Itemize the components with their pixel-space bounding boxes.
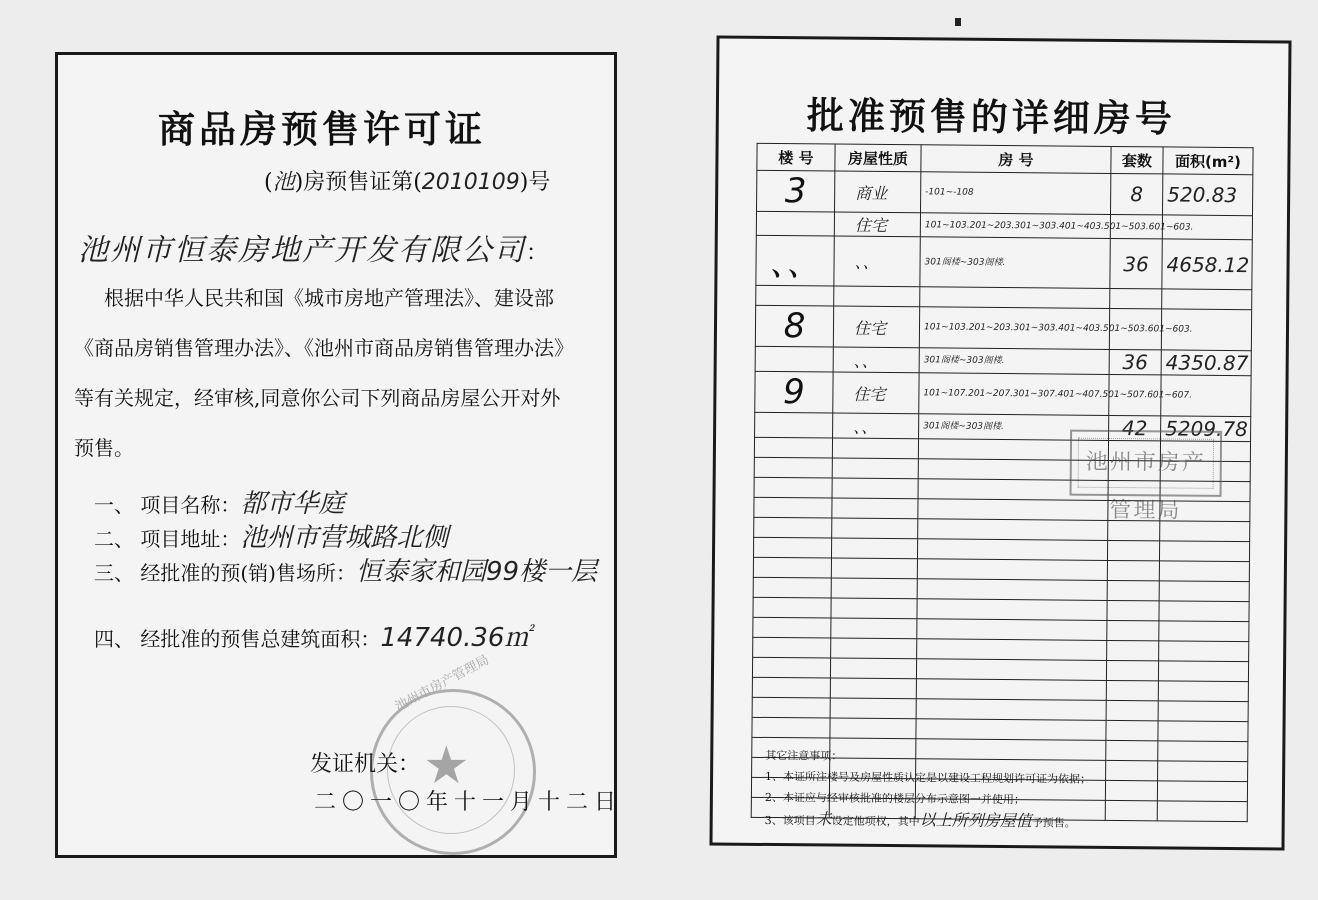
count-cell: 42 [1109, 415, 1161, 440]
notes-section [765, 745, 1246, 835]
total-area-item [94, 617, 530, 654]
issuing-authority: 发证机关： [310, 752, 421, 777]
type-cell: 、、 [834, 236, 920, 287]
building-cell [756, 211, 834, 236]
note-text: 设定他项权，其中 [831, 814, 920, 829]
note-text: 予预售。 [1031, 816, 1076, 830]
rooms-cell: 301阁楼~303阁楼. [919, 348, 1109, 375]
count-cell [1107, 640, 1159, 660]
count-cell: 36 [1110, 238, 1162, 288]
area-cell: 4658.12 [1162, 239, 1252, 290]
building-cell [753, 537, 831, 558]
seal-text: 池州市房产管理局 [392, 652, 492, 715]
type-cell: 住宅 [833, 372, 919, 414]
rooms-cell: 101~103.201~203.301~303.401~403.501~503.601~603. [920, 213, 1110, 239]
rooms-cell [916, 719, 1106, 741]
type-cell [834, 286, 920, 307]
note-line [765, 808, 1245, 835]
type-cell [832, 458, 918, 479]
permit-title: 商品房预售许可证 [158, 108, 486, 151]
area-cell [1159, 561, 1249, 582]
count-cell [1107, 560, 1159, 580]
building-cell [754, 437, 832, 458]
table-header-row [757, 143, 1253, 174]
area-cell [1159, 581, 1249, 602]
column-header-rooms: 房 号 [921, 145, 1111, 174]
company-name [78, 225, 550, 269]
building-cell [755, 412, 833, 438]
column-header-type: 房屋性质 [835, 144, 921, 172]
approval-seal [1070, 430, 1223, 524]
item-label: 三、 经批准的预(销)售场所： [94, 561, 356, 585]
building-cell [754, 497, 832, 518]
count-cell [1107, 620, 1159, 640]
rooms-cell: 101~107.201~207.301~307.401~407.501~507.601~607. [919, 373, 1109, 416]
count-cell [1106, 660, 1158, 680]
building-cell [752, 697, 830, 718]
area-cell [1158, 721, 1248, 742]
company-name-handwritten: 池州市恒泰房地产开发有限公司 [78, 233, 526, 268]
seal-text: 池州市房产管理局 [1078, 438, 1214, 489]
area-cell [1158, 661, 1248, 682]
star-icon: ★ [423, 736, 470, 796]
type-cell [832, 478, 918, 499]
building-cell [756, 285, 834, 306]
type-cell [830, 698, 916, 719]
body-line: 根据中华人民共和国《城市房地产管理法》、建设部 [104, 286, 554, 310]
table-row [757, 170, 1253, 215]
certificate-number [264, 165, 550, 196]
count-cell [1107, 600, 1159, 620]
building-cell: 3 [757, 170, 835, 212]
area-cell [1159, 641, 1249, 662]
column-header-area: 面积(m²) [1163, 147, 1253, 175]
body-line: 等有关规定，经审核,同意你公司下列商品房屋公开对外 [74, 386, 561, 410]
body-line: 预售。 [74, 436, 134, 460]
type-cell: 、、 [833, 413, 919, 439]
type-cell: 、、 [833, 347, 919, 373]
building-cell [752, 657, 830, 678]
building-cell [753, 557, 831, 578]
count-cell [1106, 680, 1158, 700]
building-cell: 8 [755, 305, 833, 347]
rooms-cell: 301阁楼~303阁楼. [920, 237, 1110, 289]
room-details-title: 批准预售的详细房号 [806, 94, 1177, 141]
building-cell [754, 477, 832, 498]
rooms-cell [917, 619, 1107, 641]
table-row [756, 235, 1252, 289]
building-cell [755, 346, 833, 372]
issue-date: 二〇一〇年十一月十二日 [314, 790, 623, 815]
area-cell: 4350.87 [1161, 350, 1251, 376]
company-colon: ： [526, 241, 551, 266]
rooms-cell [916, 699, 1106, 721]
type-cell [830, 658, 916, 679]
building-cell [753, 577, 831, 598]
rooms-cell [917, 579, 1107, 601]
type-cell [832, 518, 918, 539]
type-cell [831, 578, 917, 599]
body-line: 《商品房销售管理办法》、《池州市商品房销售管理办法》 [74, 336, 574, 360]
permit-body-text [74, 273, 604, 473]
building-cell [754, 517, 832, 538]
building-cell [754, 457, 832, 478]
area-cell [1158, 701, 1248, 722]
note-handwritten: 未 [815, 809, 832, 829]
building-cell [753, 617, 831, 638]
project-address-item [94, 517, 448, 554]
cert-no-number: 2010109 [421, 170, 520, 195]
rooms-cell: 101~103.201~203.301~303.401~403.501~503.601~603. [919, 307, 1109, 350]
table-row [755, 305, 1251, 350]
table-row [755, 371, 1251, 416]
column-header-count: 套数 [1111, 146, 1163, 173]
area-cell [1159, 541, 1249, 562]
item-value: 都市华庭 [240, 489, 345, 519]
type-cell [831, 598, 917, 619]
rooms-cell [918, 499, 1108, 521]
count-cell [1110, 288, 1162, 308]
type-cell [832, 438, 918, 459]
type-cell: 商业 [835, 171, 921, 213]
count-cell [1107, 580, 1159, 600]
building-cell: 9 [755, 371, 833, 413]
item-value: 池州市营城路北侧 [240, 523, 449, 553]
building-cell [753, 637, 831, 658]
type-cell [831, 618, 917, 639]
area-cell: 520.83 [1162, 174, 1252, 216]
building-cell [753, 597, 831, 618]
cert-no-prefix: ( [264, 170, 273, 195]
note-text: 3、该项目 [764, 813, 816, 828]
area-cell [1158, 681, 1248, 702]
rooms-cell [917, 639, 1107, 661]
rooms-cell [916, 679, 1106, 701]
area-cell [1162, 289, 1252, 310]
count-cell [1106, 700, 1158, 720]
note-handwritten: 以上所列房屋值 [919, 810, 1032, 831]
cert-no-region: 池 [272, 170, 295, 195]
room-details-page [709, 36, 1291, 851]
rooms-cell [916, 659, 1106, 681]
notes-heading: 其它注意事项： [765, 748, 843, 763]
type-cell [831, 558, 917, 579]
count-cell [1106, 720, 1158, 740]
rooms-cell [917, 539, 1107, 561]
rooms-cell [920, 287, 1110, 309]
area-cell [1159, 601, 1249, 622]
item-value: 恒泰家和园99楼一层 [355, 557, 598, 587]
rooms-cell: -101~-108 [921, 172, 1111, 215]
count-cell: 36 [1109, 349, 1161, 374]
note-line: 2、本证应与经审核批准的楼层分布示意图一并使用； [764, 790, 1025, 807]
sales-location-item [94, 551, 597, 588]
item-label: 一、 项目名称： [94, 493, 241, 517]
count-cell [1107, 540, 1159, 560]
area-cell: 5209.78 [1161, 416, 1251, 442]
type-cell [830, 678, 916, 699]
column-header-building: 楼 号 [757, 143, 835, 171]
type-cell: 住宅 [834, 212, 920, 237]
cert-no-suffix: )号 [519, 170, 551, 195]
item-label: 二、 项目地址： [94, 527, 241, 551]
type-cell: 住宅 [833, 306, 919, 348]
project-name-item [94, 483, 344, 520]
note-line: 1、本证所注楼号及房屋性质认定是以建设工程规划许可证为依据； [765, 769, 1092, 786]
item-label: 四、 经批准的预售总建筑面积： [94, 627, 381, 651]
building-cell [752, 677, 830, 698]
type-cell [830, 718, 916, 739]
type-cell [832, 498, 918, 519]
count-cell: 8 [1110, 173, 1162, 214]
area-cell [1159, 621, 1249, 642]
item-value: 14740.36㎡ [380, 623, 531, 653]
cert-no-middle: )房预售证第( [294, 170, 422, 195]
scan-mark [955, 18, 961, 26]
rooms-cell: 301阁楼~303阁楼. [919, 414, 1109, 441]
rooms-cell [917, 559, 1107, 581]
permit-certificate-page [55, 52, 623, 858]
building-cell [752, 717, 830, 738]
type-cell [831, 538, 917, 559]
building-cell: 、、 [756, 235, 834, 286]
type-cell [831, 638, 917, 659]
rooms-cell [918, 519, 1108, 541]
rooms-cell [917, 599, 1107, 621]
